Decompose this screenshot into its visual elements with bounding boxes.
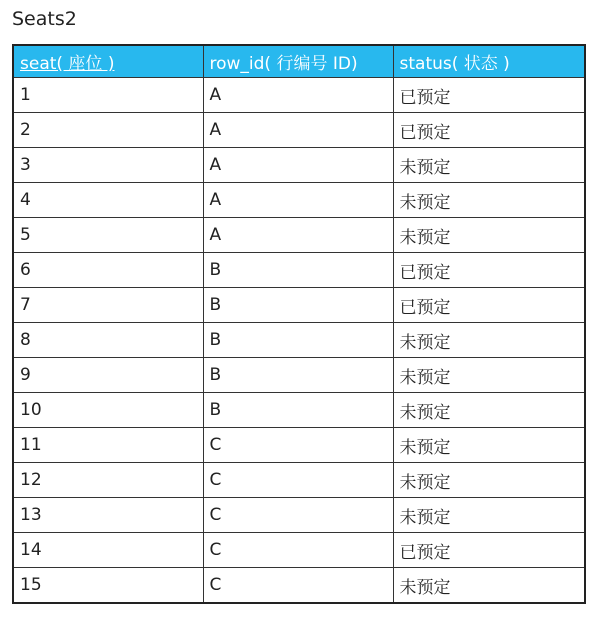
cell-status: 未预定 — [393, 393, 585, 428]
table-row — [13, 148, 585, 183]
cell-row-id: C — [203, 533, 393, 568]
cell-status: 未预定 — [393, 323, 585, 358]
table-row — [13, 463, 585, 498]
cell-row-id: C — [203, 463, 393, 498]
cell-status: 已预定 — [393, 288, 585, 323]
cell-row-id: C — [203, 568, 393, 604]
cell-seat: 12 — [13, 463, 203, 498]
table-row — [13, 498, 585, 533]
cell-seat: 9 — [13, 358, 203, 393]
table-row — [13, 218, 585, 253]
column-header-seat — [13, 45, 203, 78]
table-row — [13, 288, 585, 323]
cell-seat: 8 — [13, 323, 203, 358]
cell-status: 已预定 — [393, 113, 585, 148]
cell-status: 未预定 — [393, 183, 585, 218]
cell-status: 未预定 — [393, 428, 585, 463]
column-header-row-id: row_id( 行编号 ID) — [203, 45, 393, 78]
cell-status: 未预定 — [393, 463, 585, 498]
column-header-status: status( 状态 ) — [393, 45, 585, 78]
table-row — [13, 113, 585, 148]
cell-status: 未预定 — [393, 218, 585, 253]
table-row — [13, 253, 585, 288]
cell-status: 未预定 — [393, 498, 585, 533]
cell-status: 已预定 — [393, 533, 585, 568]
cell-row-id: A — [203, 113, 393, 148]
cell-seat: 13 — [13, 498, 203, 533]
cell-status: 已预定 — [393, 253, 585, 288]
cell-row-id: B — [203, 288, 393, 323]
cell-seat: 1 — [13, 78, 203, 113]
cell-row-id: B — [203, 358, 393, 393]
cell-seat: 5 — [13, 218, 203, 253]
table-row — [13, 183, 585, 218]
table-header-row — [13, 45, 585, 78]
table-row — [13, 568, 585, 604]
table-row — [13, 428, 585, 463]
table-row — [13, 358, 585, 393]
column-header-seat-label: seat( 座位 ) — [20, 54, 115, 74]
table-row — [13, 78, 585, 113]
cell-seat: 3 — [13, 148, 203, 183]
cell-status: 已预定 — [393, 78, 585, 113]
cell-status: 未预定 — [393, 358, 585, 393]
cell-seat: 7 — [13, 288, 203, 323]
cell-row-id: A — [203, 183, 393, 218]
cell-seat: 2 — [13, 113, 203, 148]
cell-seat: 10 — [13, 393, 203, 428]
cell-row-id: C — [203, 428, 393, 463]
cell-row-id: C — [203, 498, 393, 533]
table-row — [13, 323, 585, 358]
cell-row-id: A — [203, 218, 393, 253]
table-row — [13, 533, 585, 568]
cell-row-id: B — [203, 323, 393, 358]
cell-row-id: B — [203, 253, 393, 288]
cell-seat: 15 — [13, 568, 203, 604]
cell-seat: 6 — [13, 253, 203, 288]
seats-table — [12, 44, 586, 604]
table-title: Seats2 — [12, 8, 77, 30]
cell-row-id: A — [203, 78, 393, 113]
table-row — [13, 393, 585, 428]
cell-seat: 14 — [13, 533, 203, 568]
cell-row-id: A — [203, 148, 393, 183]
cell-status: 未预定 — [393, 148, 585, 183]
cell-seat: 4 — [13, 183, 203, 218]
cell-status: 未预定 — [393, 568, 585, 604]
cell-seat: 11 — [13, 428, 203, 463]
cell-row-id: B — [203, 393, 393, 428]
